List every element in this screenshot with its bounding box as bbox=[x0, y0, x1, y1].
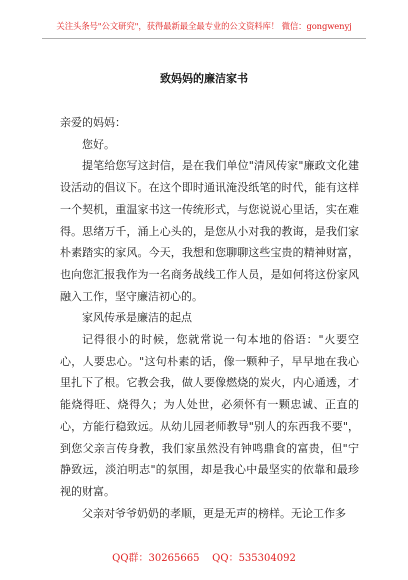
document-title: 致妈妈的廉洁家书 bbox=[160, 72, 248, 85]
salutation: 亲爱的妈妈： bbox=[60, 116, 126, 129]
footer-contact bbox=[0, 549, 408, 564]
paragraph: 提笔给您写这封信，是在我们单位"清风传家"廉政文化建设活动的倡议下。在这个即时通讯淹没纸笔的时代，能有这样一个契机，重温家书这一传统形式，与您说说心里话，实在难得。思绪万千，涌上心头的，是您从小对我的教诲，是我们家朴素踏实的家风。今天，我想和您聊聊这些宝贵的精神财富，也向您汇报我作为一名商务战线工作人员，是如何将这份家风融入工作，坚守廉洁初心的。 bbox=[60, 159, 359, 303]
document-body bbox=[60, 112, 359, 524]
header-divider bbox=[42, 38, 366, 39]
paragraph: 父亲对爷爷奶奶的孝顺，更是无声的榜样。无论工作多 bbox=[82, 506, 346, 520]
section-heading: 家风传承是廉洁的起点 bbox=[82, 311, 192, 325]
paragraph: 记得很小的时候，您就常说一句本地的俗语："火要空心，人要忠心。"这句朴素的话，像一颗种子，早早地在我心里扎下了根。它教会我，做人要像燃烧的炭火，内心通透，才能烧得旺、烧得久；为人处世，必须怀有一颗忠诚、正直的心，方能行稳致远。从幼儿园老师教导"别人的东西我不要"，到您父亲言传身教，我们家虽然没有钟鸣鼎食的富贵，但"宁静致远，淡泊明志"的氛围，却是我心中最坚实的依靠和最珍视的财富。 bbox=[60, 333, 359, 498]
footer-qq: QQ：535304092 bbox=[212, 553, 296, 564]
greeting: 您好。 bbox=[82, 137, 115, 151]
footer-qq-group: QQ群：30265665 bbox=[112, 553, 200, 564]
header-notice: 关注头条号"公文研究"，获得最新最全最专业的公文资料库！ 微信：gongwenyj bbox=[56, 21, 352, 31]
